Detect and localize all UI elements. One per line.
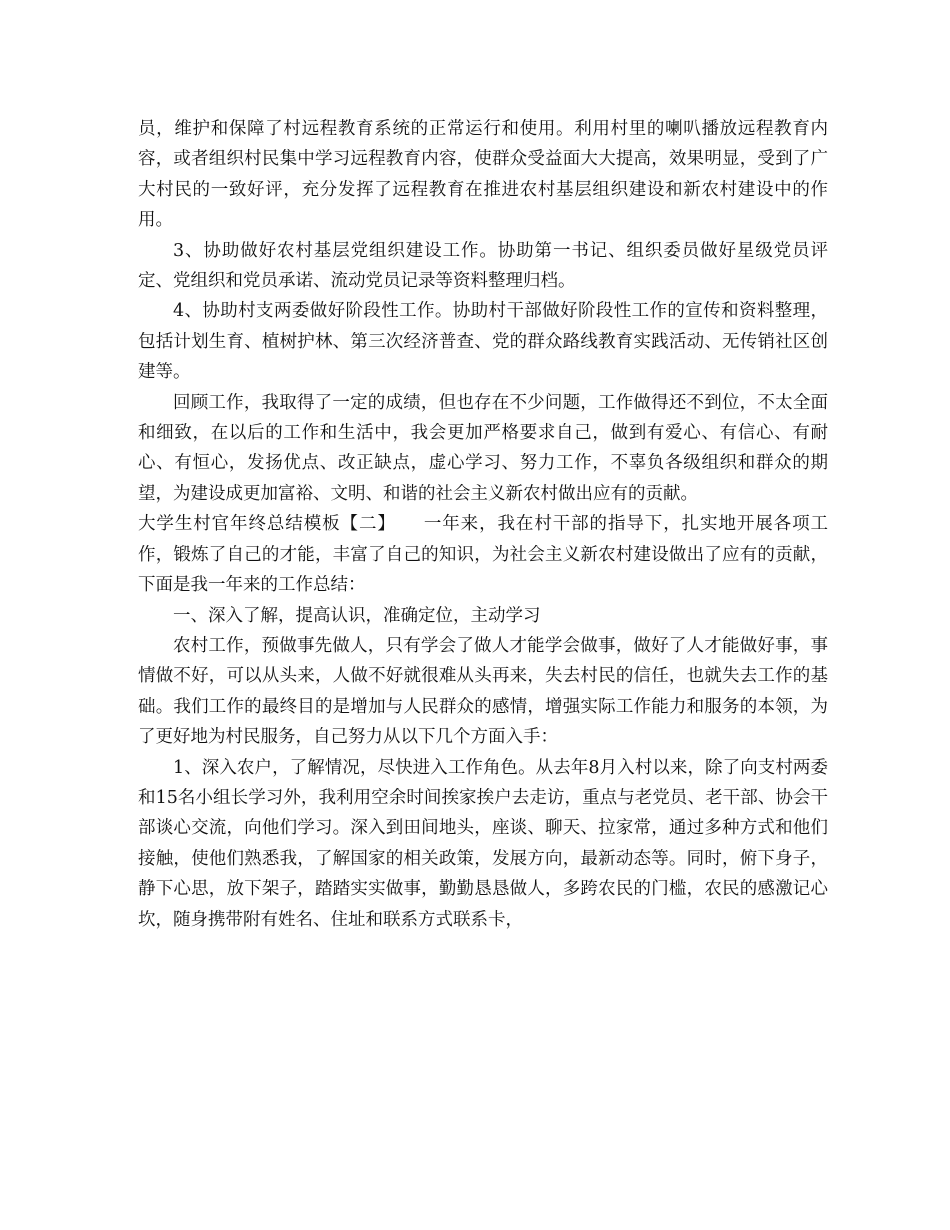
paragraph-item-1: 1、深入农户，了解情况，尽快进入工作角色。从去年8月入村以来，除了向支村两委和15名小组长学习外，我利用空余时间挨家挨户去走访，重点与老党员、老干部、协会干部谈心交流，向他们学习。深入到田间地头，座谈、聊天、拉家常，通过多种方式和他们接触，使他们熟悉我，了解国家的相关政策，发展方向，最新动态等。同时，俯下身子，静下心思，放下架子，踏踏实实做事，勤勤恳恳做人，多跨农民的门槛，农民的感激记心坎，随身携带附有姓名、住址和联系方式联系卡，	[138, 757, 828, 930]
paragraph-item-4: 4、协助村支两委做好阶段性工作。协助村干部做好阶段性工作的宣传和资料整理，包括计划生育、植树护林、第三次经济普查、党的群众路线教育实践活动、无传销社区创建等。	[138, 301, 828, 383]
paragraph-rural-work: 农村工作，预做事先做人，只有学会了做人才能学会做事，做好了人才能做好事，事情做不好，可以从头来，人做不好就很难从头再来，失去村民的信任，也就失去工作的基础。我们工作的最终目的是增加与人民群众的感情，增强实际工作能力和服务的本领，为了更好地为村民服务，自己努力从以下几个方面入手：	[138, 635, 828, 748]
paragraph-template-two-heading: 大学生村官年终总结模板【二】 一年来，我在村干部的指导下，扎实地开展各项工作，锻炼了自己的才能，丰富了自己的知识，为社会主义新农村建设做出了应有的贡献，下面是我一年来的工作总结：	[138, 514, 828, 596]
paragraph-review: 回顾工作，我取得了一定的成绩，但也存在不少问题，工作做得还不到位，不太全面和细致，在以后的工作和生活中，我会更加严格要求自己，做到有爱心、有信心、有耐心、有恒心，发扬优点、改正缺点，虚心学习、努力工作，不辜负各级组织和群众的期望，为建设成更加富裕、文明、和谐的社会主义新农村做出应有的贡献。	[138, 392, 828, 504]
document-body	[138, 114, 828, 935]
paragraph-item-3: 3、协助做好农村基层党组织建设工作。协助第一书记、组织委员做好星级党员评定、党组织和党员承诺、流动党员记录等资料整理归档。	[138, 240, 828, 292]
paragraph-continuation: 员，维护和保障了村远程教育系统的正常运行和使用。利用村里的喇叭播放远程教育内容，或者组织村民集中学习远程教育内容，使群众受益面大大提高，效果明显，受到了广大村民的一致好评，充分发挥了远程教育在推进农村基层组织建设和新农村建设中的作用。	[138, 119, 828, 231]
section-heading-one: 一、深入了解，提高认识，准确定位，主动学习	[173, 605, 541, 626]
